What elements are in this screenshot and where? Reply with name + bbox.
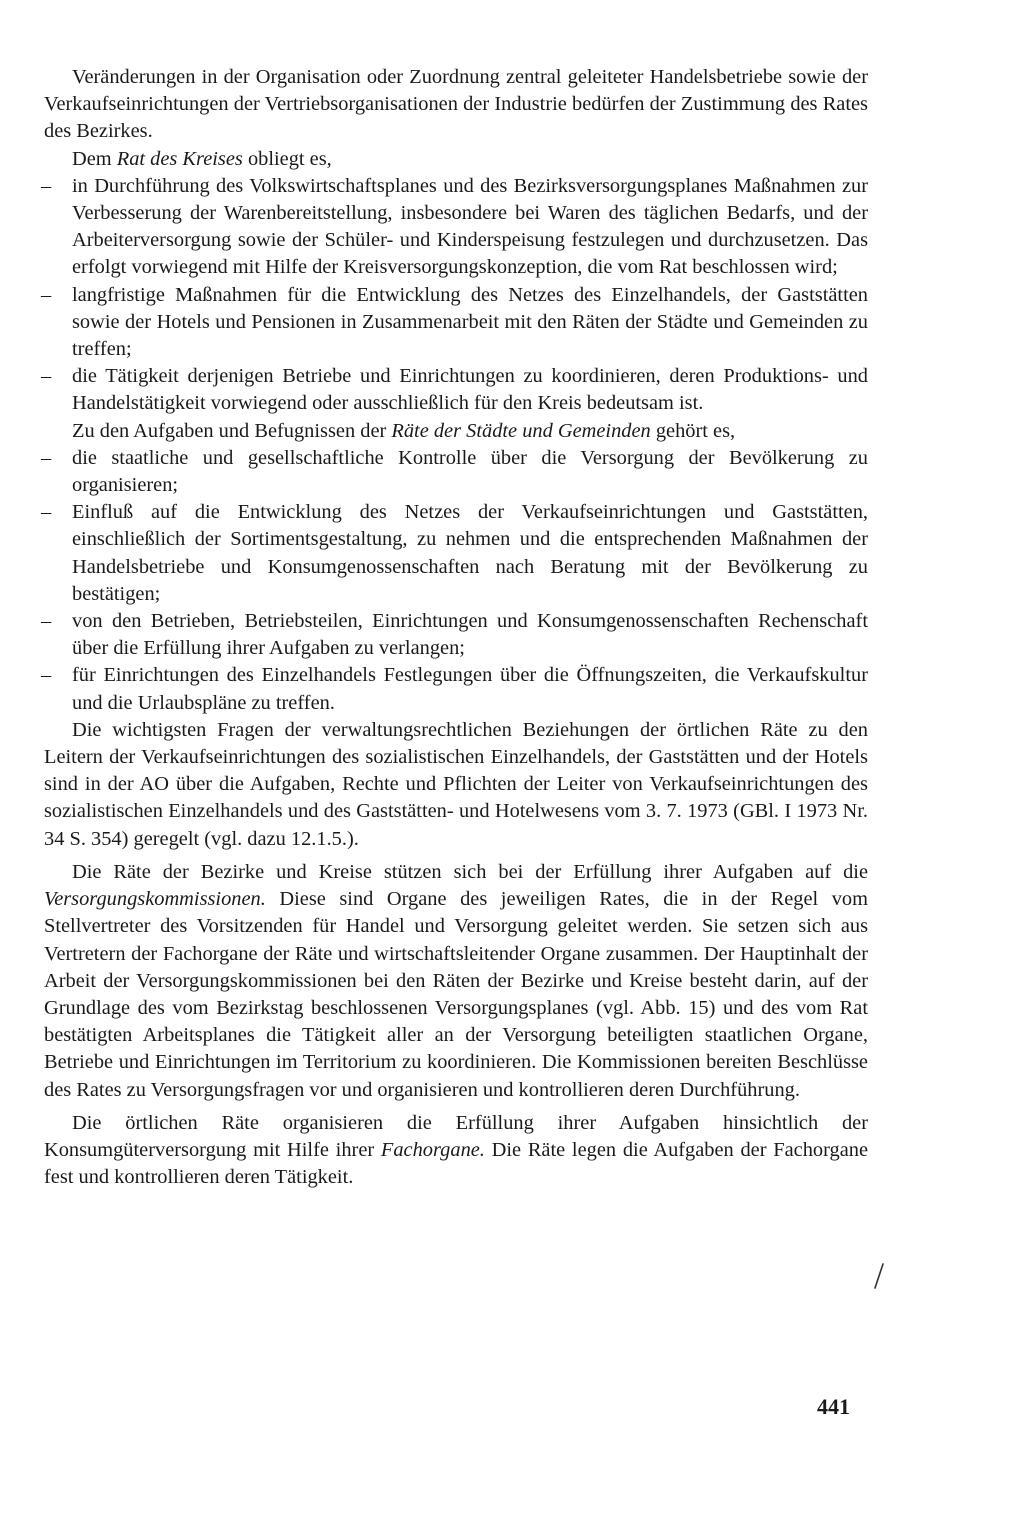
emphasis-staedte-gemeinden: Räte der Städte und Gemeinden [391, 419, 651, 442]
text-run: Diese sind Organe des jeweiligen Rates, die in der Regel vom Stellvertreter des Vorsitzenden für Handel und Versorgung geleitet werden. Sie setzen sich aus Vertretern der Fachorgane der Räte und wirtschaftsleitender Organe zusammen. Der Hauptinhalt der Arbeit der Versorgungskommissionen bei den Räten der Bezirke und Kreise besteht darin, auf der Grundlage des vom Bezirkstag beschlossenen Versorgungsplanes (vgl. Abb. 15) und des vom Rat bestätigten Arbeitsplanes die Tätigkeit aller an der Versorgung beteiligten staatlichen Organe, Betriebe und Einrichtungen im Territorium zu koordinieren. Die Kommissionen bereiten Beschlüsse des Rates zu Versorgungsfragen vor und organisieren und kontrollieren deren Durchführung. [44, 888, 868, 1101]
emphasis-versorgungskommissionen: Versorgungskommissionen. [44, 888, 266, 911]
paragraph-verwaltungsrecht: Die wichtigsten Fragen der verwaltungsrechtlichen Beziehungen der örtlichen Räte zu den Leitern der Verkaufseinrichtungen des sozialistischen Einzelhandels, der Gaststätten und der Hotels sind in der AO über die Aufgaben, Rechte und Pflichten der Leiter von Verkaufseinrichtungen des sozialistischen Einzelhandels und des Gaststätten- und Hotelwesens vom 3. 7. 1973 (GBl. I 1973 Nr. 34 S. 354) geregelt (vgl. dazu 12.1.5.). [44, 718, 868, 850]
paragraph-staedte-gemeinden [44, 418, 868, 445]
text-run: Die Räte legen die Aufgaben der Fachorgane fest und kontrollieren deren Tätigkeit. [44, 1138, 868, 1189]
margin-pen-mark [872, 1262, 886, 1290]
emphasis-fachorgane: Fachorgane. [380, 1138, 485, 1161]
list-item: – von den Betrieben, Betriebsteilen, Einrichtungen und Konsumgenossenschaften Rechenschaft über die Erfüllung ihrer Aufgaben zu verlangen; [44, 608, 868, 662]
text-run: Die Räte der Bezirke und Kreise stützen sich bei der Erfüllung ihrer Aufgaben auf die [72, 860, 868, 883]
list-item: – die staatliche und gesellschaftliche Kontrolle über die Versorgung der Bevölkerung zu organisieren; [44, 445, 868, 499]
paragraph-versorgungskommissionen [44, 859, 868, 1104]
list-gemeinden-duties [44, 445, 868, 717]
list-kreis-duties [44, 173, 868, 418]
list-item: – für Einrichtungen des Einzelhandels Festlegungen über die Öffnungszeiten, die Verkaufskultur und die Urlaubspläne zu treffen. [44, 662, 868, 716]
list-item: – langfristige Maßnahmen für die Entwicklung des Netzes des Einzelhandels, der Gaststätten sowie der Hotels und Pensionen in Zusammenarbeit mit den Räten der Städte und Gemeinden zu treffen; [44, 282, 868, 364]
paragraph-fachorgane [44, 1110, 868, 1192]
text-run: Dem [72, 147, 117, 170]
page-body [44, 64, 868, 1191]
page-number: 441 [817, 1394, 850, 1419]
emphasis-rat-des-kreises: Rat des Kreises [116, 147, 243, 170]
paragraph-handelsbetriebe: Veränderungen in der Organisation oder Zuordnung zentral geleiteter Handelsbetriebe sowie der Verkaufseinrichtungen der Vertriebsorganisationen der Industrie bedürfen der Zustimmung des Rates des Bezirkes. [44, 66, 868, 143]
paragraph-rat-des-kreises [44, 146, 868, 173]
text-run: Zu den Aufgaben und Befugnissen der [72, 419, 392, 442]
list-item: – Einfluß auf die Entwicklung des Netzes der Verkaufseinrichtungen und Gaststätten, einschließlich der Sortimentsgestaltung, zu nehmen und die entsprechenden Maßnahmen der Handelsbetriebe und Konsumgenossenschaften nach Beratung mit der Bevölkerung zu bestätigen; [44, 499, 868, 608]
text-run: gehört es, [650, 419, 736, 442]
text-run: Die örtlichen Räte organisieren die Erfüllung ihrer Aufgaben hinsichtlich der Konsumgüterversorgung mit Hilfe ihrer [44, 1111, 868, 1161]
text-run: obliegt es, [242, 147, 332, 170]
list-item: – in Durchführung des Volkswirtschaftsplanes und des Bezirksversorgungsplanes Maßnahmen zur Verbesserung der Warenbereitstellung, insbesondere bei Waren des täglichen Bedarfs, und der Arbeiterversorgung sowie der Schüler- und Kinderspeisung festzulegen und durchzusetzen. Das erfolgt vorwiegend mit Hilfe der Kreisversorgungskonzeption, die vom Rat beschlossen wird; [44, 173, 868, 282]
list-item: – die Tätigkeit derjenigen Betriebe und Einrichtungen zu koordinieren, deren Produktions- und Handelstätigkeit vorwiegend oder ausschließlich für den Kreis bedeutsam ist. [44, 363, 868, 417]
